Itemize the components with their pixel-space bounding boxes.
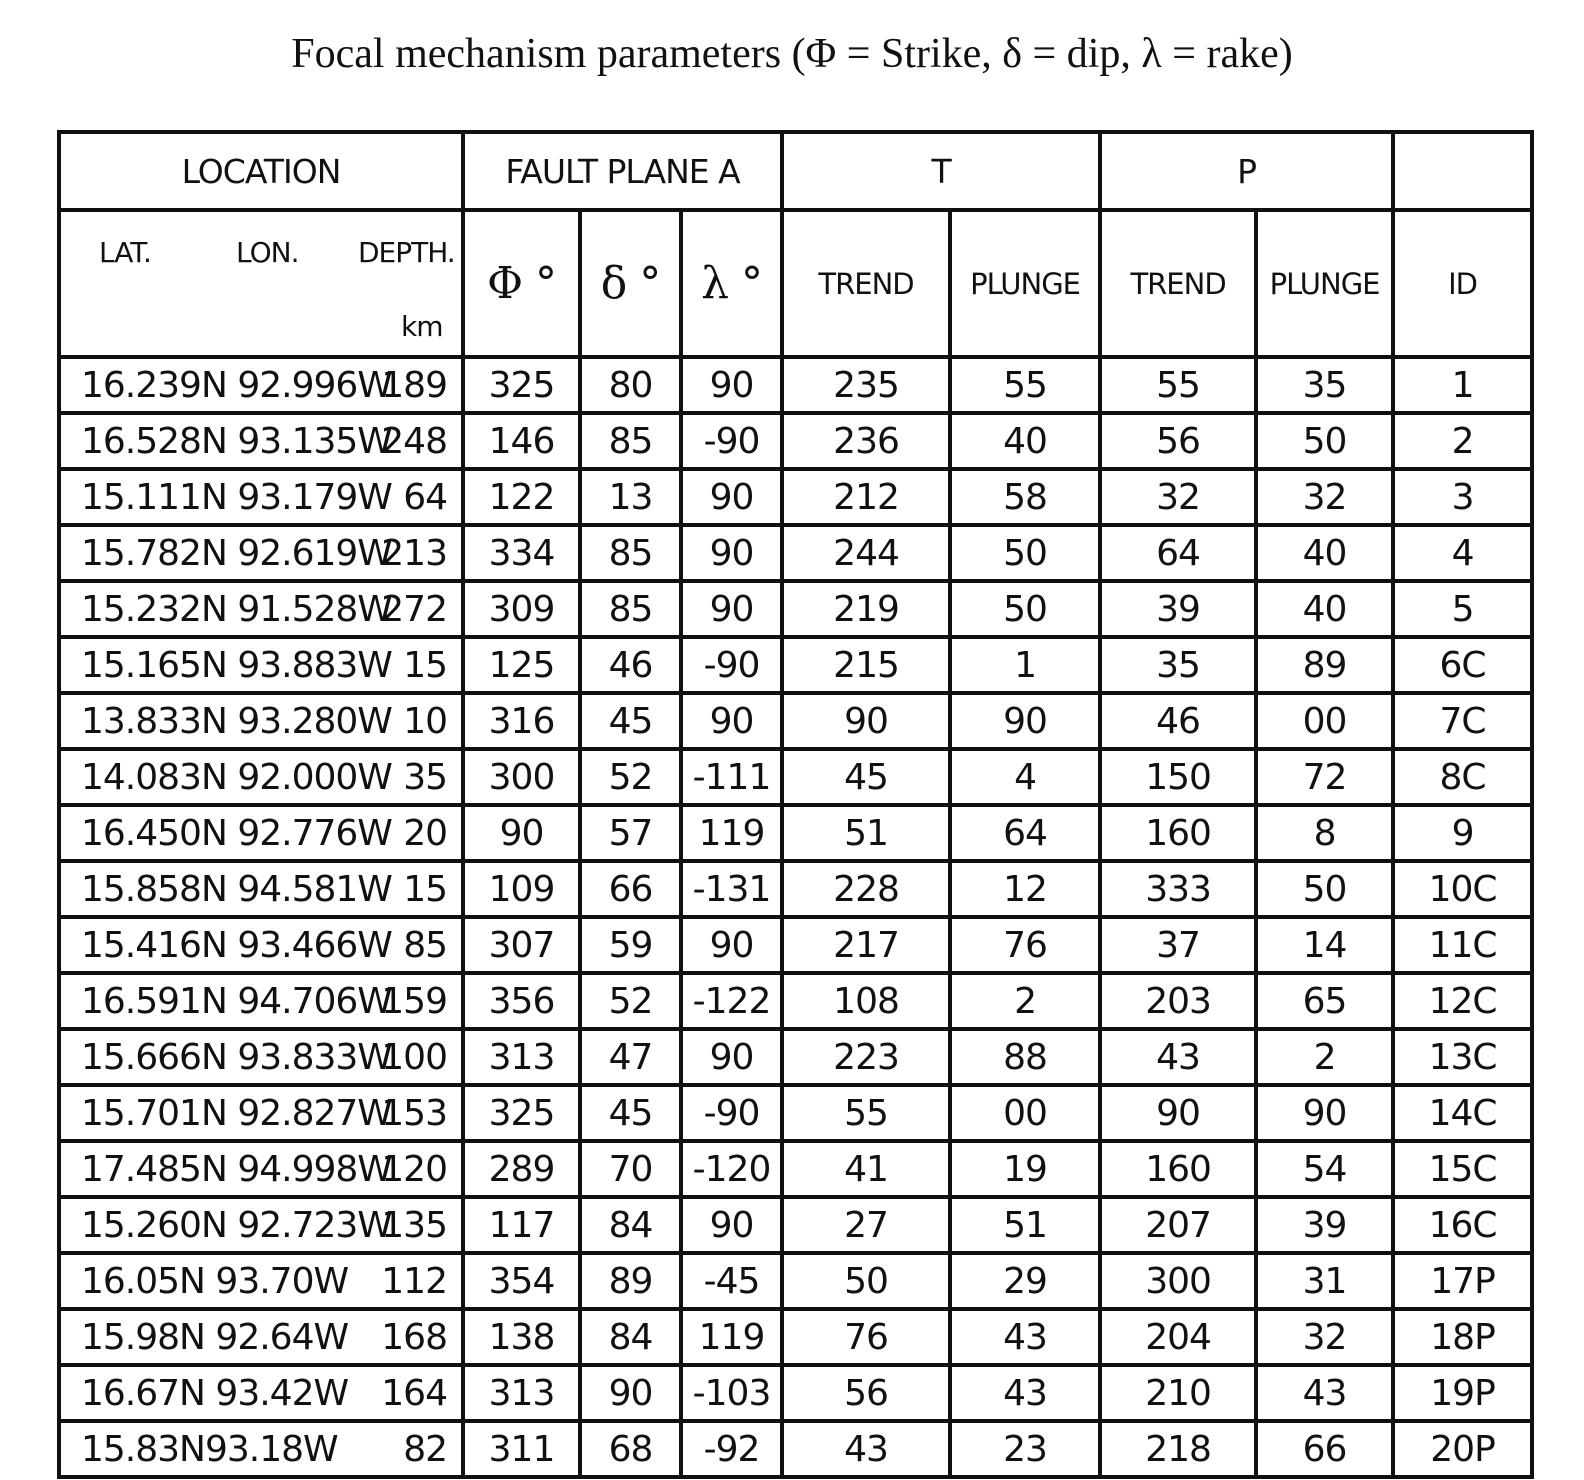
coordinates: 16.450N 92.776W bbox=[81, 813, 392, 854]
location-cell bbox=[59, 917, 463, 973]
rake-cell: 90 bbox=[681, 581, 782, 637]
p-trend-header: TREND bbox=[1100, 210, 1256, 357]
p-plunge-cell: 39 bbox=[1256, 1197, 1393, 1253]
coordinates: 17.485N 94.998W bbox=[81, 1149, 392, 1190]
p-trend-cell: 160 bbox=[1100, 805, 1256, 861]
dip-cell: 84 bbox=[580, 1197, 681, 1253]
coordinates: 15.666N 93.833W bbox=[81, 1037, 392, 1078]
dip-cell: 80 bbox=[580, 357, 681, 413]
dip-header: δ ° bbox=[580, 210, 681, 357]
table-row bbox=[59, 357, 1532, 413]
id-cell: 17P bbox=[1393, 1253, 1532, 1309]
t-plunge-header: PLUNGE bbox=[950, 210, 1100, 357]
strike-cell: 313 bbox=[463, 1365, 580, 1421]
t-trend-cell: 56 bbox=[782, 1365, 950, 1421]
t-plunge-cell: 43 bbox=[950, 1309, 1100, 1365]
location-cell bbox=[59, 1029, 463, 1085]
id-cell: 7C bbox=[1393, 693, 1532, 749]
p-trend-cell: 218 bbox=[1100, 1421, 1256, 1477]
depth-value: 159 bbox=[381, 981, 447, 1022]
t-trend-cell: 55 bbox=[782, 1085, 950, 1141]
location-cell bbox=[59, 1365, 463, 1421]
t-plunge-cell: 50 bbox=[950, 525, 1100, 581]
p-plunge-cell: 31 bbox=[1256, 1253, 1393, 1309]
id-cell: 5 bbox=[1393, 581, 1532, 637]
page-title: Focal mechanism parameters (Φ = Strike, δ = dip, λ = rake) bbox=[291, 31, 1293, 77]
p-plunge-cell: 72 bbox=[1256, 749, 1393, 805]
table-row bbox=[59, 637, 1532, 693]
group-fault-plane: FAULT PLANE A bbox=[463, 132, 782, 210]
t-trend-cell: 219 bbox=[782, 581, 950, 637]
lat-header: LAT. bbox=[99, 236, 151, 269]
t-trend-cell: 228 bbox=[782, 861, 950, 917]
dip-cell: 13 bbox=[580, 469, 681, 525]
p-trend-cell: 210 bbox=[1100, 1365, 1256, 1421]
t-plunge-cell: 40 bbox=[950, 413, 1100, 469]
location-cell bbox=[59, 469, 463, 525]
p-trend-cell: 207 bbox=[1100, 1197, 1256, 1253]
table-row bbox=[59, 469, 1532, 525]
location-cell bbox=[59, 413, 463, 469]
lon-header: LON. bbox=[236, 236, 299, 269]
table-row bbox=[59, 581, 1532, 637]
id-cell: 15C bbox=[1393, 1141, 1532, 1197]
p-trend-cell: 204 bbox=[1100, 1309, 1256, 1365]
dip-cell: 70 bbox=[580, 1141, 681, 1197]
table-row bbox=[59, 1421, 1532, 1477]
p-plunge-cell: 89 bbox=[1256, 637, 1393, 693]
p-trend-cell: 56 bbox=[1100, 413, 1256, 469]
rake-cell: 119 bbox=[681, 805, 782, 861]
rake-cell: 90 bbox=[681, 357, 782, 413]
focal-mechanism-table bbox=[57, 130, 1534, 1479]
dip-cell: 46 bbox=[580, 637, 681, 693]
t-plunge-cell: 55 bbox=[950, 357, 1100, 413]
strike-cell: 289 bbox=[463, 1141, 580, 1197]
table-row bbox=[59, 693, 1532, 749]
coordinates: 14.083N 92.000W bbox=[81, 757, 392, 798]
location-cell bbox=[59, 1253, 463, 1309]
t-trend-cell: 50 bbox=[782, 1253, 950, 1309]
t-trend-cell: 215 bbox=[782, 637, 950, 693]
t-trend-cell: 235 bbox=[782, 357, 950, 413]
coordinates: 15.111N 93.179W bbox=[81, 477, 392, 518]
location-cell bbox=[59, 1141, 463, 1197]
t-trend-cell: 76 bbox=[782, 1309, 950, 1365]
rake-cell: 90 bbox=[681, 469, 782, 525]
dip-cell: 85 bbox=[580, 581, 681, 637]
rake-cell: -90 bbox=[681, 413, 782, 469]
t-plunge-cell: 00 bbox=[950, 1085, 1100, 1141]
id-cell: 12C bbox=[1393, 973, 1532, 1029]
rake-cell: 90 bbox=[681, 525, 782, 581]
dip-cell: 57 bbox=[580, 805, 681, 861]
table-row bbox=[59, 917, 1532, 973]
coordinates: 15.701N 92.827W bbox=[81, 1093, 392, 1134]
t-trend-cell: 51 bbox=[782, 805, 950, 861]
strike-cell: 122 bbox=[463, 469, 580, 525]
id-cell: 19P bbox=[1393, 1365, 1532, 1421]
t-trend-cell: 108 bbox=[782, 973, 950, 1029]
p-plunge-cell: 43 bbox=[1256, 1365, 1393, 1421]
coordinates: 15.232N 91.528W bbox=[81, 589, 392, 630]
p-plunge-cell: 40 bbox=[1256, 581, 1393, 637]
p-trend-cell: 37 bbox=[1100, 917, 1256, 973]
strike-cell: 300 bbox=[463, 749, 580, 805]
coordinates: 15.165N 93.883W bbox=[81, 645, 392, 686]
table-row bbox=[59, 1253, 1532, 1309]
location-cell bbox=[59, 861, 463, 917]
p-trend-cell: 64 bbox=[1100, 525, 1256, 581]
t-plunge-cell: 43 bbox=[950, 1365, 1100, 1421]
rake-cell: -90 bbox=[681, 637, 782, 693]
coordinates: 15.260N 92.723W bbox=[81, 1205, 392, 1246]
id-header: ID bbox=[1393, 210, 1532, 357]
depth-value: 64 bbox=[403, 477, 447, 518]
coordinates: 16.67N 93.42W bbox=[81, 1373, 349, 1414]
coordinates: 15.416N 93.466W bbox=[81, 925, 392, 966]
strike-cell: 307 bbox=[463, 917, 580, 973]
t-trend-cell: 43 bbox=[782, 1421, 950, 1477]
depth-value: 164 bbox=[381, 1373, 447, 1414]
depth-value: 189 bbox=[381, 365, 447, 406]
depth-header: DEPTH. bbox=[358, 236, 455, 269]
p-trend-cell: 90 bbox=[1100, 1085, 1256, 1141]
p-trend-cell: 300 bbox=[1100, 1253, 1256, 1309]
group-blank bbox=[1393, 132, 1532, 210]
strike-cell: 125 bbox=[463, 637, 580, 693]
rake-cell: -92 bbox=[681, 1421, 782, 1477]
strike-cell: 334 bbox=[463, 525, 580, 581]
id-cell: 4 bbox=[1393, 525, 1532, 581]
strike-cell: 309 bbox=[463, 581, 580, 637]
table-body bbox=[59, 357, 1532, 1477]
id-cell: 14C bbox=[1393, 1085, 1532, 1141]
strike-cell: 90 bbox=[463, 805, 580, 861]
group-location: LOCATION bbox=[59, 132, 463, 210]
id-cell: 11C bbox=[1393, 917, 1532, 973]
table-row bbox=[59, 1309, 1532, 1365]
depth-value: 112 bbox=[381, 1261, 447, 1302]
t-trend-cell: 90 bbox=[782, 693, 950, 749]
strike-cell: 109 bbox=[463, 861, 580, 917]
strike-cell: 138 bbox=[463, 1309, 580, 1365]
depth-value: 120 bbox=[381, 1149, 447, 1190]
t-plunge-cell: 88 bbox=[950, 1029, 1100, 1085]
coordinates: 16.05N 93.70W bbox=[81, 1261, 349, 1302]
t-trend-cell: 41 bbox=[782, 1141, 950, 1197]
location-subheader bbox=[59, 210, 463, 357]
t-plunge-cell: 19 bbox=[950, 1141, 1100, 1197]
t-plunge-cell: 29 bbox=[950, 1253, 1100, 1309]
t-trend-cell: 244 bbox=[782, 525, 950, 581]
p-plunge-cell: 32 bbox=[1256, 1309, 1393, 1365]
coordinates: 13.833N 93.280W bbox=[81, 701, 392, 742]
strike-cell: 325 bbox=[463, 357, 580, 413]
rake-cell: 119 bbox=[681, 1309, 782, 1365]
location-cell bbox=[59, 637, 463, 693]
t-trend-header: TREND bbox=[782, 210, 950, 357]
strike-cell: 311 bbox=[463, 1421, 580, 1477]
t-plunge-cell: 76 bbox=[950, 917, 1100, 973]
id-cell: 16C bbox=[1393, 1197, 1532, 1253]
depth-value: 35 bbox=[403, 757, 447, 798]
table-row bbox=[59, 861, 1532, 917]
rake-cell: -120 bbox=[681, 1141, 782, 1197]
t-plunge-cell: 58 bbox=[950, 469, 1100, 525]
dip-cell: 85 bbox=[580, 413, 681, 469]
group-t-axis: T bbox=[782, 132, 1100, 210]
t-trend-cell: 236 bbox=[782, 413, 950, 469]
t-trend-cell: 217 bbox=[782, 917, 950, 973]
location-cell bbox=[59, 1421, 463, 1477]
t-plunge-cell: 51 bbox=[950, 1197, 1100, 1253]
depth-value: 15 bbox=[403, 869, 447, 910]
p-trend-cell: 43 bbox=[1100, 1029, 1256, 1085]
id-cell: 8C bbox=[1393, 749, 1532, 805]
depth-value: 82 bbox=[403, 1429, 447, 1470]
table-row bbox=[59, 1029, 1532, 1085]
strike-cell: 313 bbox=[463, 1029, 580, 1085]
t-plunge-cell: 12 bbox=[950, 861, 1100, 917]
id-cell: 6C bbox=[1393, 637, 1532, 693]
coordinates: 16.591N 94.706W bbox=[81, 981, 392, 1022]
dip-cell: 52 bbox=[580, 973, 681, 1029]
depth-unit: km bbox=[401, 310, 443, 343]
t-plunge-cell: 90 bbox=[950, 693, 1100, 749]
p-plunge-cell: 65 bbox=[1256, 973, 1393, 1029]
strike-header: Φ ° bbox=[463, 210, 580, 357]
p-trend-cell: 32 bbox=[1100, 469, 1256, 525]
dip-cell: 45 bbox=[580, 1085, 681, 1141]
p-trend-cell: 333 bbox=[1100, 861, 1256, 917]
table-row bbox=[59, 973, 1532, 1029]
p-trend-cell: 160 bbox=[1100, 1141, 1256, 1197]
strike-cell: 325 bbox=[463, 1085, 580, 1141]
coordinates: 15.98N 92.64W bbox=[81, 1317, 349, 1358]
depth-value: 213 bbox=[381, 533, 447, 574]
location-cell bbox=[59, 693, 463, 749]
coordinates: 15.83N93.18W bbox=[81, 1429, 338, 1470]
t-trend-cell: 45 bbox=[782, 749, 950, 805]
coordinates: 15.858N 94.581W bbox=[81, 869, 392, 910]
p-plunge-cell: 35 bbox=[1256, 357, 1393, 413]
dip-cell: 84 bbox=[580, 1309, 681, 1365]
t-plunge-cell: 64 bbox=[950, 805, 1100, 861]
p-plunge-cell: 00 bbox=[1256, 693, 1393, 749]
id-cell: 2 bbox=[1393, 413, 1532, 469]
rake-cell: -103 bbox=[681, 1365, 782, 1421]
coordinates: 15.782N 92.619W bbox=[81, 533, 392, 574]
coordinates: 16.239N 92.996W bbox=[81, 365, 392, 406]
id-cell: 13C bbox=[1393, 1029, 1532, 1085]
p-trend-cell: 150 bbox=[1100, 749, 1256, 805]
strike-cell: 354 bbox=[463, 1253, 580, 1309]
dip-cell: 47 bbox=[580, 1029, 681, 1085]
p-plunge-cell: 54 bbox=[1256, 1141, 1393, 1197]
table-row bbox=[59, 1085, 1532, 1141]
location-cell bbox=[59, 1197, 463, 1253]
depth-value: 248 bbox=[381, 421, 447, 462]
sub-header-row bbox=[59, 210, 1532, 357]
p-plunge-cell: 8 bbox=[1256, 805, 1393, 861]
p-trend-cell: 203 bbox=[1100, 973, 1256, 1029]
rake-cell: 90 bbox=[681, 693, 782, 749]
dip-cell: 45 bbox=[580, 693, 681, 749]
dip-cell: 90 bbox=[580, 1365, 681, 1421]
rake-cell: 90 bbox=[681, 917, 782, 973]
p-plunge-cell: 50 bbox=[1256, 413, 1393, 469]
rake-cell: 90 bbox=[681, 1197, 782, 1253]
rake-header: λ ° bbox=[681, 210, 782, 357]
p-trend-cell: 55 bbox=[1100, 357, 1256, 413]
id-cell: 20P bbox=[1393, 1421, 1532, 1477]
strike-cell: 117 bbox=[463, 1197, 580, 1253]
p-plunge-cell: 66 bbox=[1256, 1421, 1393, 1477]
depth-value: 153 bbox=[381, 1093, 447, 1134]
t-plunge-cell: 4 bbox=[950, 749, 1100, 805]
strike-cell: 356 bbox=[463, 973, 580, 1029]
dip-cell: 85 bbox=[580, 525, 681, 581]
table-row bbox=[59, 413, 1532, 469]
t-plunge-cell: 1 bbox=[950, 637, 1100, 693]
location-cell bbox=[59, 581, 463, 637]
p-plunge-cell: 50 bbox=[1256, 861, 1393, 917]
p-plunge-cell: 2 bbox=[1256, 1029, 1393, 1085]
group-p-axis: P bbox=[1100, 132, 1393, 210]
group-header-row bbox=[59, 132, 1532, 210]
id-cell: 1 bbox=[1393, 357, 1532, 413]
location-cell bbox=[59, 749, 463, 805]
location-cell bbox=[59, 525, 463, 581]
dip-cell: 59 bbox=[580, 917, 681, 973]
dip-cell: 68 bbox=[580, 1421, 681, 1477]
dip-cell: 89 bbox=[580, 1253, 681, 1309]
depth-value: 100 bbox=[381, 1037, 447, 1078]
rake-cell: -45 bbox=[681, 1253, 782, 1309]
location-cell bbox=[59, 1085, 463, 1141]
location-cell bbox=[59, 357, 463, 413]
table-row bbox=[59, 749, 1532, 805]
depth-value: 20 bbox=[403, 813, 447, 854]
t-plunge-cell: 2 bbox=[950, 973, 1100, 1029]
table-row bbox=[59, 1197, 1532, 1253]
dip-cell: 66 bbox=[580, 861, 681, 917]
strike-cell: 146 bbox=[463, 413, 580, 469]
p-plunge-cell: 32 bbox=[1256, 469, 1393, 525]
rake-cell: -131 bbox=[681, 861, 782, 917]
id-cell: 3 bbox=[1393, 469, 1532, 525]
depth-value: 168 bbox=[381, 1317, 447, 1358]
t-trend-cell: 223 bbox=[782, 1029, 950, 1085]
p-trend-cell: 35 bbox=[1100, 637, 1256, 693]
table-row bbox=[59, 805, 1532, 861]
location-cell bbox=[59, 1309, 463, 1365]
p-plunge-cell: 40 bbox=[1256, 525, 1393, 581]
p-plunge-cell: 90 bbox=[1256, 1085, 1393, 1141]
depth-value: 135 bbox=[381, 1205, 447, 1246]
p-trend-cell: 46 bbox=[1100, 693, 1256, 749]
depth-value: 10 bbox=[403, 701, 447, 742]
table-row bbox=[59, 525, 1532, 581]
id-cell: 9 bbox=[1393, 805, 1532, 861]
rake-cell: -122 bbox=[681, 973, 782, 1029]
rake-cell: -111 bbox=[681, 749, 782, 805]
p-plunge-header: PLUNGE bbox=[1256, 210, 1393, 357]
depth-value: 15 bbox=[403, 645, 447, 686]
strike-cell: 316 bbox=[463, 693, 580, 749]
location-cell bbox=[59, 973, 463, 1029]
rake-cell: 90 bbox=[681, 1029, 782, 1085]
t-trend-cell: 27 bbox=[782, 1197, 950, 1253]
id-cell: 18P bbox=[1393, 1309, 1532, 1365]
t-plunge-cell: 23 bbox=[950, 1421, 1100, 1477]
location-cell bbox=[59, 805, 463, 861]
coordinates: 16.528N 93.135W bbox=[81, 421, 392, 462]
depth-value: 272 bbox=[381, 589, 447, 630]
depth-value: 85 bbox=[403, 925, 447, 966]
table-row bbox=[59, 1365, 1532, 1421]
t-trend-cell: 212 bbox=[782, 469, 950, 525]
table-row bbox=[59, 1141, 1532, 1197]
rake-cell: -90 bbox=[681, 1085, 782, 1141]
p-plunge-cell: 14 bbox=[1256, 917, 1393, 973]
id-cell: 10C bbox=[1393, 861, 1532, 917]
dip-cell: 52 bbox=[580, 749, 681, 805]
t-plunge-cell: 50 bbox=[950, 581, 1100, 637]
p-trend-cell: 39 bbox=[1100, 581, 1256, 637]
